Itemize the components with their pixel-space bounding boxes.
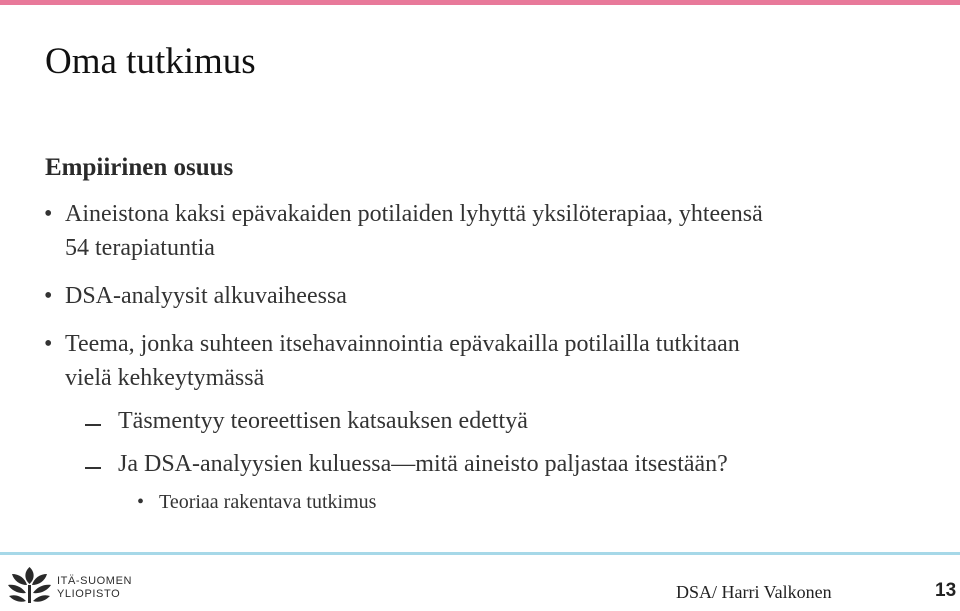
logo-line-2: YLIOPISTO	[57, 588, 121, 600]
page-number: 13	[935, 580, 957, 601]
bullet-dot-icon: •	[44, 283, 53, 309]
sub-item-1: Täsmentyy teoreettisen katsauksen edettyä	[118, 408, 528, 434]
dash-icon	[85, 424, 101, 426]
bullet-dot-icon: •	[44, 201, 53, 227]
bottom-accent-bar	[0, 552, 960, 555]
dash-icon	[85, 467, 101, 469]
bullet-dot-icon: •	[44, 331, 53, 357]
bullet-1-line-1: Aineistona kaksi epävakaiden potilaiden lyhyttä yksilöterapiaa, yhteensä	[65, 201, 763, 227]
bullet-3-line-1: Teema, jonka suhteen itsehavainnointia epävakailla potilailla tutkitaan	[65, 331, 740, 357]
university-logo-text	[57, 575, 132, 601]
top-accent-bar	[0, 0, 960, 5]
section-heading: Empiirinen osuus	[45, 154, 234, 181]
logo-line-1: ITÄ-SUOMEN	[57, 575, 133, 587]
bullet-1-line-2: 54 terapiatuntia	[65, 235, 215, 261]
sub-sub-item-1: Teoriaa rakentava tutkimus	[159, 491, 377, 513]
slide-title: Oma tutkimus	[45, 41, 256, 82]
bullet-3-line-2: vielä kehkeytymässä	[65, 365, 265, 391]
bullet-2-line-1: DSA-analyysit alkuvaiheessa	[65, 283, 347, 309]
presenter-footer: DSA/ Harri Valkonen	[676, 582, 832, 602]
sub-item-2: Ja DSA-analyysien kuluessa—mitä aineisto paljastaa itsestään?	[118, 451, 728, 477]
bullet-dot-icon: •	[137, 491, 145, 513]
